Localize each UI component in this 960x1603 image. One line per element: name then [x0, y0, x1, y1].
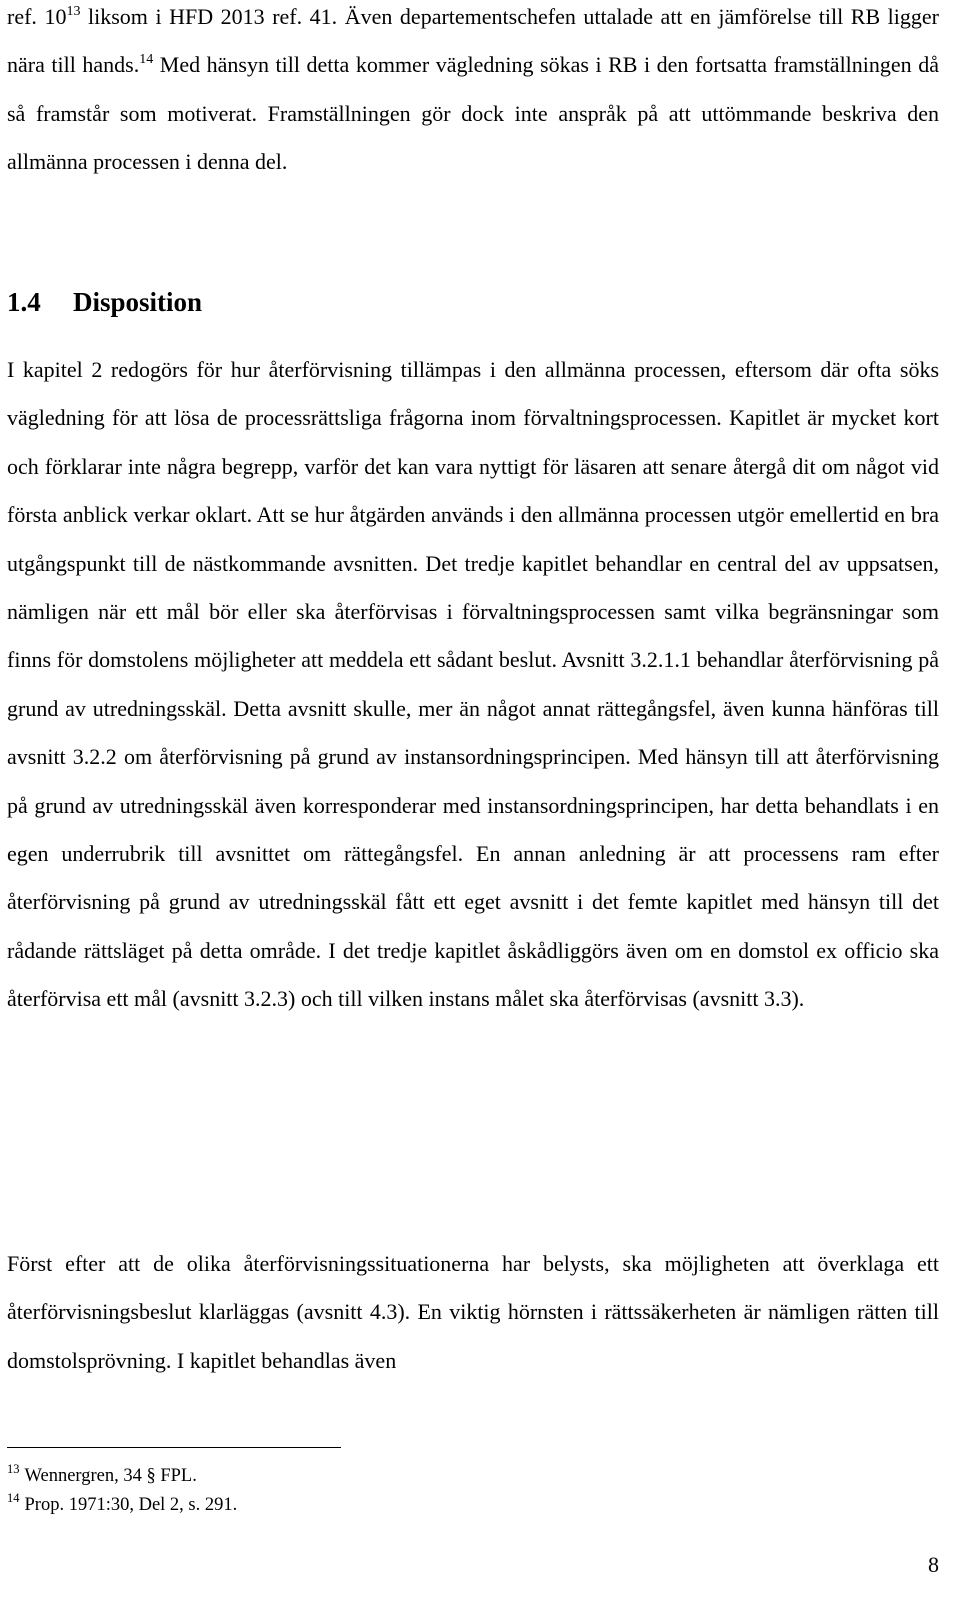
intro-paragraph [7, 0, 939, 187]
footnotes [7, 1462, 237, 1520]
final-paragraph: Först efter att de olika återförvisningssituationerna har belysts, ska möjligheten att överklaga ett återförvisningsbeslut klarläggas (avsnitt 4.3). En viktig hörnsten i rättssäkerheten är nämligen rätten till domstolsprövning. I kapitlet behandlas även [7, 1251, 939, 1373]
footnote-separator [7, 1447, 341, 1448]
footnote-number: 14 [7, 1491, 20, 1505]
footnote-text: Wennergren, 34 § FPL. [24, 1466, 197, 1486]
section-number: 1.4 [7, 287, 41, 317]
footnote-text: Prop. 1971:30, Del 2, s. 291. [24, 1495, 238, 1515]
footnote-14 [7, 1491, 237, 1520]
intro-text-part-3: Med hänsyn till detta kommer vägledning sökas i RB i den fortsatta framställningen då så framstår som motiverat. Framställningen gör dock inte anspråk på att uttömmande beskriva den allmänna processen i denna del. [7, 52, 939, 175]
intro-text-part-2: liksom i HFD 2013 ref. 41. Även departementschefen uttalade att en jämförelse till RB ligger nära till hands. [7, 4, 939, 78]
footnote-13 [7, 1462, 237, 1491]
page-number: 8 [928, 1552, 939, 1577]
footnote-ref-14[interactable]: 14 [139, 52, 154, 68]
disposition-paragraph: I kapitel 2 redogörs för hur återförvisning tillämpas i den allmänna processen, eftersom där ofta söks vägledning för att lösa de processrättsliga frågorna inom förvaltningsprocessen. Kapitlet är mycket kort och förklarar inte några begrepp, varför det kan vara nyttigt för läsaren att senare återgå dit om något vid första anblick verkar oklart. Att se hur åtgärden används i den allmänna processen utgör emellertid en bra utgångspunkt till de nästkommande avsnitten. Det tredje kapitlet behandlar en central del av uppsatsen, nämligen när ett mål bör eller ska återförvisas i förvaltningsprocessen samt vilka begränsningar som finns för domstolens möjligheter att meddela ett sådant beslut. Avsnitt 3.2.1.1 behandlar återförvisning på grund av utredningsskäl. Detta avsnitt skulle, mer än något annat rättegångsfel, även kunna hänföras till avsnitt 3.2.2 om återförvisning på grund av instansordningsprincipen. Med hänsyn till att återförvisning på grund av utredningsskäl även korresponderar med instansordningsprincipen, har detta behandlats i en egen underrubrik till avsnittet om rättegångsfel. En annan anledning är att processens ram efter återförvisning på grund av utredningsskäl fått ett eget avsnitt i det femte kapitlet med hänsyn till det rådande rättsläget på detta område. I det tredje kapitlet åskådliggörs även om en domstol ex officio ska återförvisa ett mål (avsnitt 3.2.3) och till vilken instans målet ska återförvisas (avsnitt 3.3). [7, 357, 939, 1012]
document-page [7, 0, 939, 1603]
section-heading [7, 284, 202, 320]
footnote-number: 13 [7, 1462, 20, 1476]
section-title: Disposition [73, 287, 203, 317]
intro-text-part-1: ref. 10 [7, 4, 67, 29]
footnote-ref-13[interactable]: 13 [66, 4, 81, 19]
